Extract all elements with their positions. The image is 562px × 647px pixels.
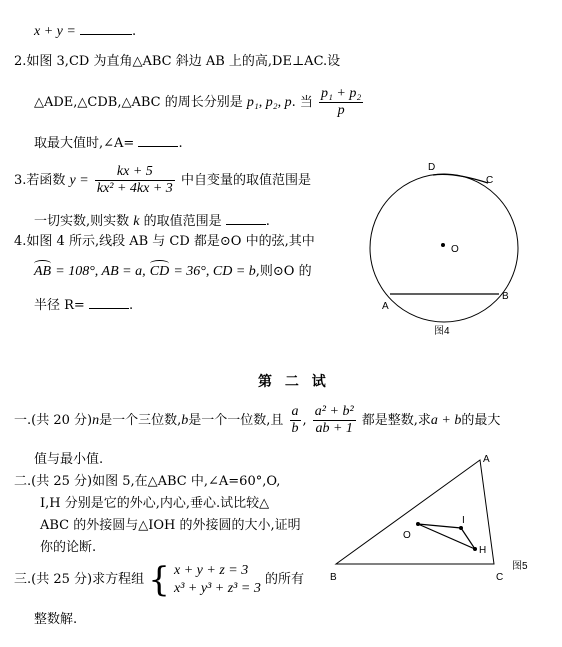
q3-prefix: 3.若函数 xyxy=(14,173,66,188)
q2-line3 xyxy=(34,134,183,152)
figure-4-diagram xyxy=(364,156,544,346)
q2-frac-den: p xyxy=(337,103,345,118)
p1-t1: 是一个三位数, xyxy=(99,413,182,428)
p2-line4: 你的论断. xyxy=(40,540,97,555)
q4-arc-ab: AB xyxy=(34,264,52,279)
p1-t4: 的最大 xyxy=(461,413,501,428)
q3-frac-num: kx + 5 xyxy=(95,164,175,181)
fig5-caption: 图5 xyxy=(512,561,528,572)
fig4-label-c: C xyxy=(486,175,494,186)
p3-line1 xyxy=(14,562,304,604)
q2-frac-num: p₁ + p₂ xyxy=(321,86,362,101)
p2-line3: ABC 的外接圆与△IOH 的外接圆的大小,证明 xyxy=(40,518,301,533)
xy-answer-blank xyxy=(80,22,132,35)
q3-fraction xyxy=(95,164,175,197)
q4-line1: 4.如图 4 所示,线段 AB 与 CD 都是⊙O 中的弦,其中 xyxy=(14,234,315,249)
q3-line2 xyxy=(34,212,270,230)
section-title: 第 二 试 xyxy=(258,374,330,390)
p1-n: n xyxy=(92,413,100,428)
fig4-label-b: B xyxy=(502,291,509,302)
q4-line2 xyxy=(34,264,312,280)
p1-ab: a + b xyxy=(430,413,462,428)
p1-t2: 是一个一位数,且 xyxy=(188,413,284,428)
q4-line2-suffix: ,则⊙O 的 xyxy=(255,264,312,279)
p3-suffix: 的所有 xyxy=(264,572,304,587)
q2-line3-end: . xyxy=(178,136,183,151)
q3-line2-end: . xyxy=(265,214,270,229)
p3-brace: { xyxy=(148,560,170,600)
fig5-label-o: O xyxy=(403,530,411,541)
q3-line1 xyxy=(14,164,311,197)
q2-line1: 2.如图 3,CD 为直角△ABC 斜边 AB 上的高,DE⊥AC.设 xyxy=(14,54,341,69)
p2-line2: I,H 分别是它的外心,内心,垂心.试比较△ xyxy=(40,496,270,511)
q2-line2-suffix: . 当 xyxy=(291,95,313,110)
fig4-label-d: D xyxy=(428,162,436,173)
p2-line1: 二.(共 25 分)如图 5,在△ABC 中,∠A=60°,O, xyxy=(14,474,281,489)
q2-vars: p₁, p₂, p xyxy=(246,95,292,110)
q3-frac-den: kx² + 4kx + 3 xyxy=(96,181,173,196)
p1-b: b xyxy=(181,413,189,428)
figure-5-diagram xyxy=(328,452,558,582)
p1-fraction2 xyxy=(313,404,356,437)
q3-k: k xyxy=(133,214,140,229)
q3-y-eq: y = xyxy=(69,173,89,188)
p3-line2: 整数解. xyxy=(34,612,78,627)
q3-answer-blank xyxy=(226,212,266,225)
fig5-label-i: I xyxy=(462,515,465,526)
fig5-label-c: C xyxy=(496,572,504,582)
xy-expr: x + y = xyxy=(34,24,76,39)
q4-eq1: = 108°, AB = a, xyxy=(55,264,146,279)
p1-frac1-num: a xyxy=(291,404,299,419)
p3-prefix: 三.(共 25 分)求方程组 xyxy=(14,572,145,587)
fig4-caption: 图4 xyxy=(434,326,450,337)
q4-line3 xyxy=(34,296,133,314)
fig5-label-h: H xyxy=(479,545,487,556)
p1-line2: 值与最小值. xyxy=(34,452,104,467)
p1-frac2-den: ab + 1 xyxy=(315,421,353,436)
xy-end: . xyxy=(131,24,137,39)
q2-line3-text: 取最大值时,∠A= xyxy=(34,136,135,151)
q2-line2 xyxy=(34,86,365,119)
q4-arc-cd: CD xyxy=(149,264,170,279)
q3-line2-suffix: 的取值范围是 xyxy=(143,214,222,229)
fig5-label-b: B xyxy=(330,572,337,582)
p1-frac2-num: a² + b² xyxy=(314,404,354,419)
p1-frac1-den: b xyxy=(291,421,299,436)
fig5-label-a: A xyxy=(483,454,490,465)
p1-prefix: 一.(共 20 分) xyxy=(14,413,93,428)
p1-fraction1 xyxy=(290,404,301,437)
q3-suffix: 中自变量的取值范围是 xyxy=(180,173,311,188)
p3-eq1: x + y + z = 3 xyxy=(174,563,249,578)
p1-t3: 都是整数,求 xyxy=(361,413,431,428)
q2-answer-blank xyxy=(138,134,178,147)
p1-comma: , xyxy=(302,413,307,428)
q4-eq2: = 36°, CD = b xyxy=(173,264,256,279)
xy-line xyxy=(34,22,136,40)
p1-line1 xyxy=(14,404,500,437)
q3-line2-prefix: 一切实数,则实数 xyxy=(34,214,130,229)
p3-system xyxy=(174,562,261,598)
fig4-label-o: O xyxy=(451,244,459,255)
q4-line3-text: 半径 R= xyxy=(34,298,85,313)
q4-line3-end: . xyxy=(128,298,134,313)
q2-fraction xyxy=(319,86,363,119)
q2-line2-prefix: △ADE,△CDB,△ABC 的周长分别是 xyxy=(34,95,243,110)
p3-eq2: x³ + y³ + z³ = 3 xyxy=(174,581,261,596)
fig4-label-a: A xyxy=(382,301,389,312)
q4-answer-blank xyxy=(89,296,129,309)
